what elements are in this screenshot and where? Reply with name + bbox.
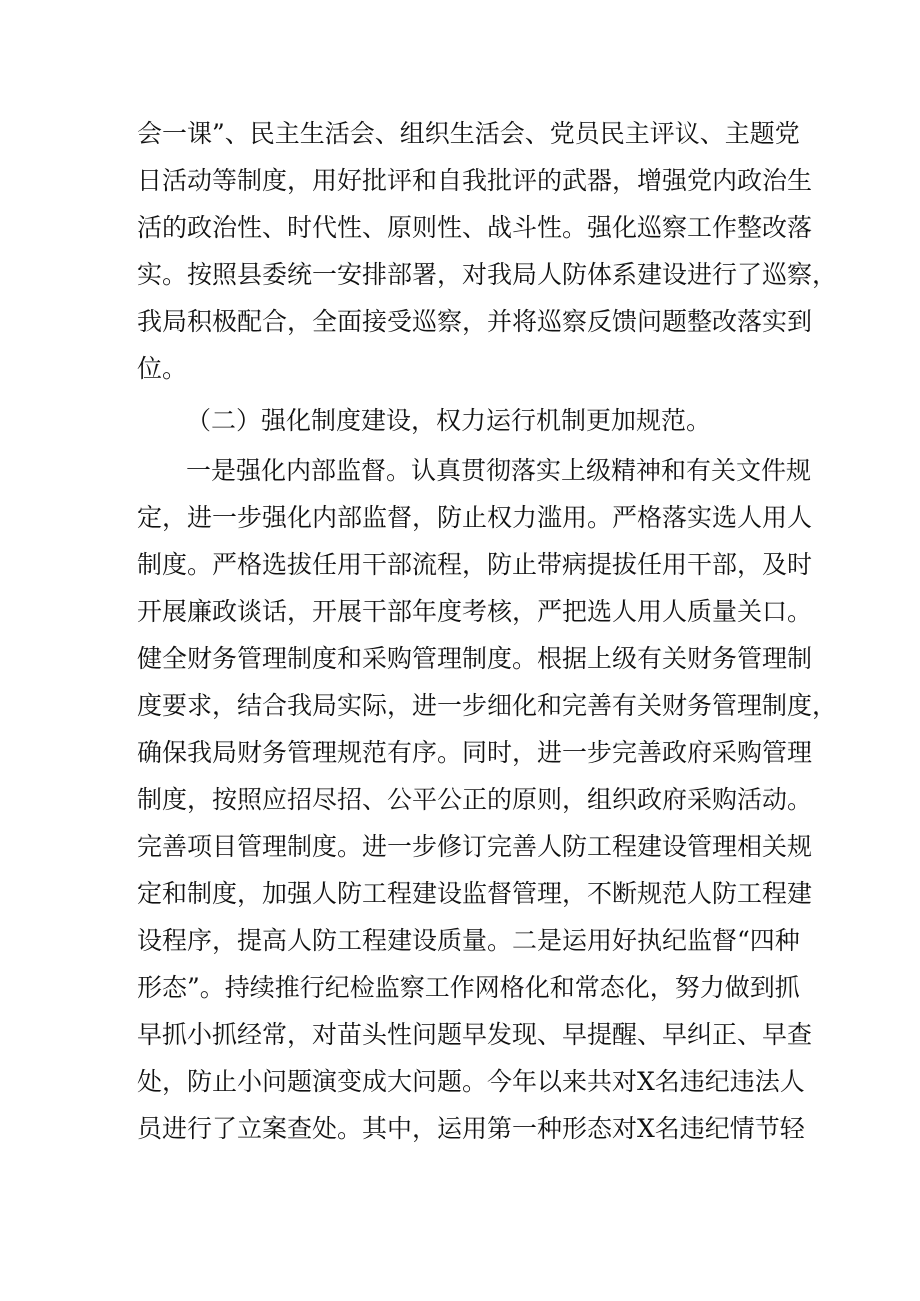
paragraph-1-line-2: 日活动等制度，用好批评和自我批评的武器，增强党内政治生 (137, 166, 813, 195)
paragraph-2-line-10: 定和制度，加强人防工程建设监督管理，不断规范人防工程建 (137, 879, 813, 908)
paragraph-1-line-1: 会一课”、民主生活会、组织生活会、党员民主评议、主题党 (137, 119, 800, 148)
section-heading: （二）强化制度建设，权力运行机制更加规范。 (186, 406, 712, 435)
paragraph-2-line-4: 开展廉政谈话，开展干部年度考核，严把选人用人质量关口。 (137, 597, 813, 626)
paragraph-2-line-11: 设程序，提高人防工程建设质量。二是运用好执纪监督“四种 (137, 926, 800, 955)
paragraph-2-line-14: 处，防止小问题演变成大问题。今年以来共对X名违纪违法人 (137, 1067, 805, 1096)
paragraph-2-line-15: 员进行了立案查处。其中，运用第一种形态对X名违纪情节轻 (137, 1114, 805, 1143)
paragraph-2-line-1: 一是强化内部监督。认真贯彻落实上级精神和有关文件规 (186, 456, 812, 485)
paragraph-2-line-8: 制度，按照应招尽招、公平公正的原则，组织政府采购活动。 (137, 785, 813, 814)
paragraph-2-line-3: 制度。严格选拔任用干部流程，防止带病提拔任用干部，及时 (137, 550, 813, 579)
paragraph-2-line-9: 完善项目管理制度。进一步修订完善人防工程建设管理相关规 (137, 832, 813, 861)
paragraph-1-line-6: 位。 (137, 354, 188, 383)
paragraph-1-line-3: 活的政治性、时代性、原则性、战斗性。强化巡察工作整改落 (137, 213, 813, 242)
paragraph-1-line-5: 我局积极配合，全面接受巡察，并将巡察反馈问题整改落实到 (137, 307, 813, 336)
paragraph-2-line-5: 健全财务管理制度和采购管理制度。根据上级有关财务管理制 (137, 644, 813, 673)
paragraph-2-line-13: 早抓小抓经常，对苗头性问题早发现、早提醒、早纠正、早查 (137, 1020, 813, 1049)
paragraph-2-line-12: 形态”。持续推行纪检监察工作网格化和常态化，努力做到抓 (137, 973, 800, 1002)
paragraph-2-line-7: 确保我局财务管理规范有序。同时，进一步完善政府采购管理 (137, 738, 813, 767)
paragraph-1-line-4: 实。按照县委统一安排部署，对我局人防体系建设进行了巡察， (137, 260, 838, 289)
paragraph-2-line-2: 定，进一步强化内部监督，防止权力滥用。严格落实选人用人 (137, 503, 813, 532)
paragraph-2-line-6: 度要求，结合我局实际，进一步细化和完善有关财务管理制度， (137, 691, 838, 720)
